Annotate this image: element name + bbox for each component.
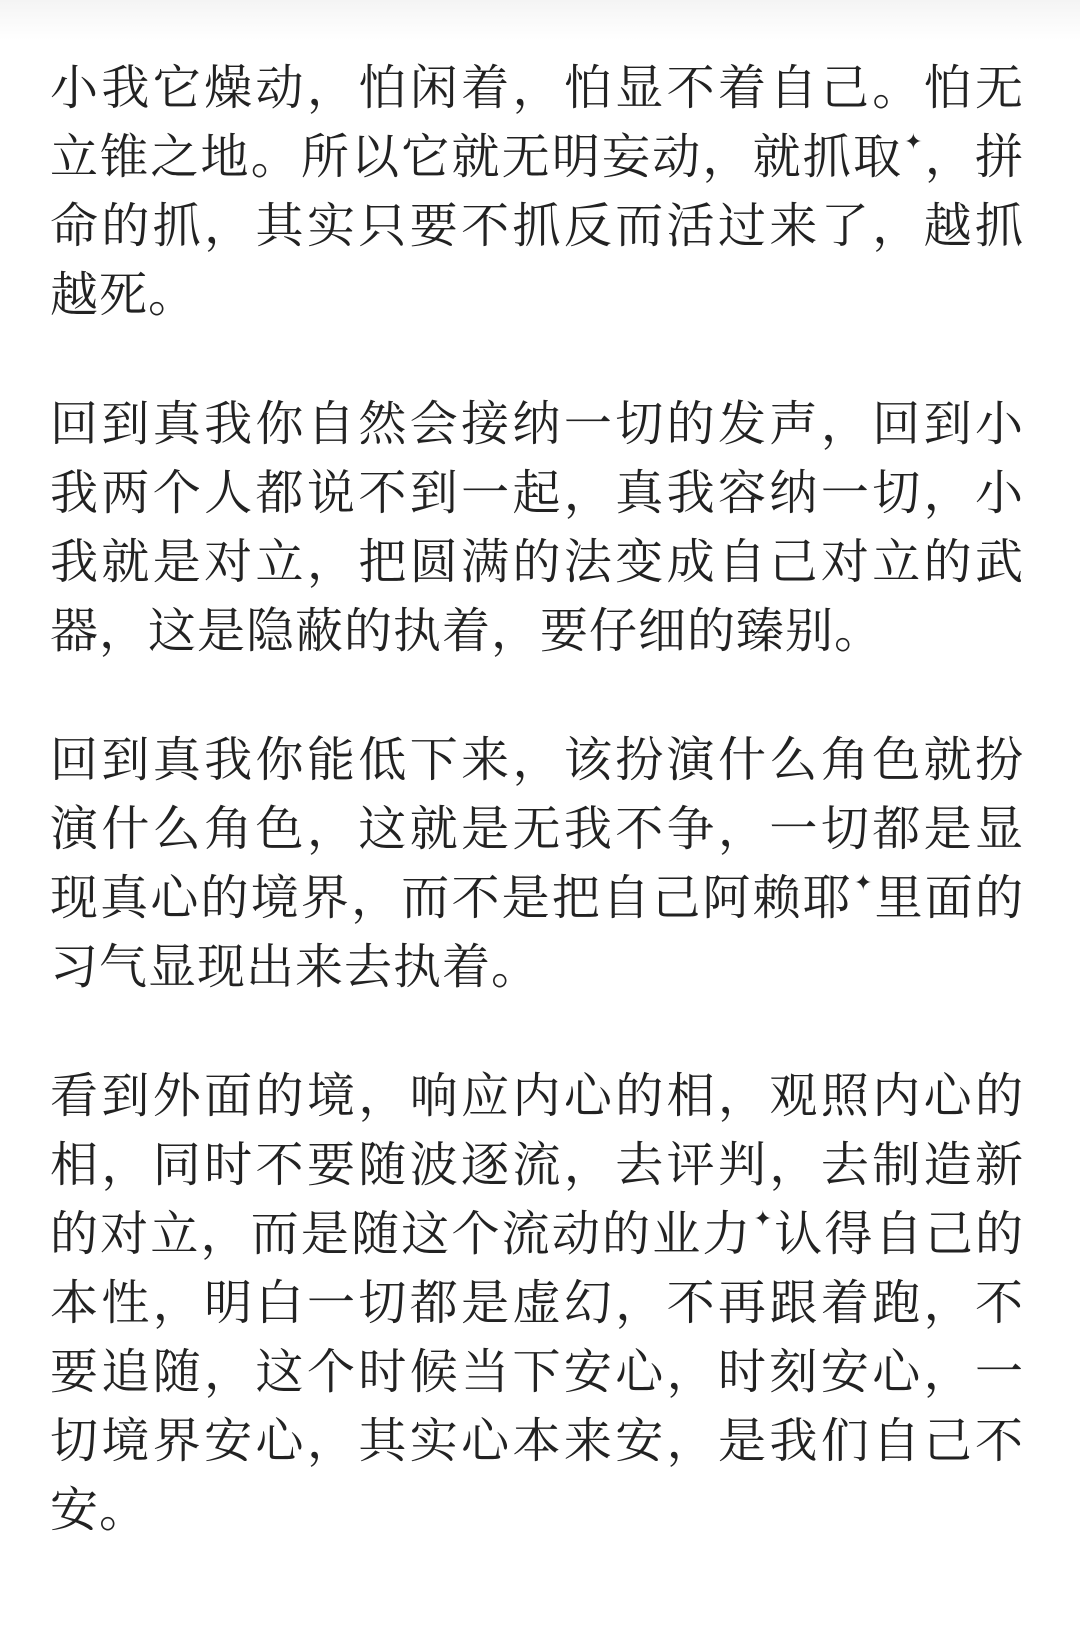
text-segment: 回到真我你自然会接纳一切的发声，回到小我两个人都说不到一起，真我容纳一切，小我就是对立，把圆满的法变成自己对立的武器，这是隐蔽的执着，要仔细的臻别。: [50, 396, 1024, 659]
link-label: 业力: [652, 1206, 753, 1262]
search-term-link[interactable]: [803, 129, 924, 185]
text-segment: 小我它燥动，怕闲着，怕显不着自己。怕无立锥之地。所以它就无明妄动，就: [50, 60, 1024, 185]
text-segment: 回到真我你能低下来，该扮演什么角色就扮演什么角色，这就是无我不争，一切都是显现真心的境界，而不是把自己: [50, 732, 1024, 926]
text-segment: 里面的习气显现出来去执着。: [50, 870, 1024, 995]
search-term-link[interactable]: [652, 1206, 773, 1262]
sparkle-icon: ✦: [853, 871, 874, 896]
link-label: 抓取: [802, 129, 904, 185]
top-edge: [0, 0, 1080, 40]
paragraph-4: [50, 1062, 1024, 1545]
paragraph-3: [50, 726, 1024, 1002]
link-label: 阿赖耶: [702, 870, 853, 926]
text-segment: 认得自己的本性，明白一切都是虚幻，不再跟着跑，不要追随，这个时候当下安心，时刻安心，一切境界安心，其实心本来安，是我们自己不安。: [50, 1206, 1024, 1538]
paragraph-1: [50, 54, 1024, 330]
sparkle-icon: ✦: [753, 1207, 774, 1232]
text-segment: 看到外面的境，响应内心的相，观照内心的相，同时不要随波逐流，去评判，去制造新的对立，而是随这个流动的: [50, 1068, 1024, 1262]
text-segment: ，拼命的抓，其实只要不抓反而活过来了，越抓越死。: [50, 129, 1024, 323]
paragraph-2: [50, 390, 1024, 666]
article-body: [0, 54, 1080, 1545]
sparkle-icon: ✦: [904, 130, 924, 155]
search-term-link[interactable]: [702, 870, 873, 926]
